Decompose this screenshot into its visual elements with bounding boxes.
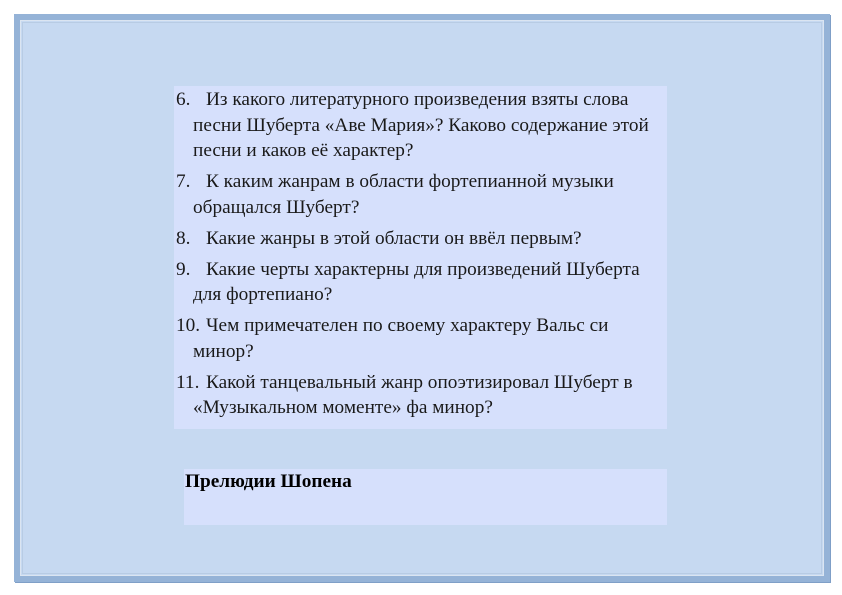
section-title-box (184, 469, 667, 525)
question-text: Какой танцевальный жанр опоэтизировал Шуберт в «Музыкальном моменте» фа минор? (193, 371, 633, 418)
question-item (176, 87, 663, 164)
question-number: 9. (176, 258, 191, 280)
question-item (176, 169, 663, 220)
question-number: 7. (176, 171, 191, 192)
question-item (176, 226, 663, 252)
question-number: 11. (176, 371, 200, 393)
question-text: Какие черты характерны для произведений Шуберта для фортепиано? (193, 258, 640, 305)
question-number: 8. (176, 227, 191, 249)
question-list (174, 86, 667, 429)
question-item (176, 370, 663, 421)
question-text: Из какого литературного произведения взяты слова песни Шуберта «Аве Мария»? Каково содержание этой песни и каков её характер? (193, 89, 649, 161)
question-item (176, 313, 663, 364)
question-text: К каким жанрам в области фортепианной музыки обращался Шуберт? (193, 171, 614, 218)
section-title: Прелюдии Шопена (185, 471, 352, 492)
question-number: 6. (176, 89, 191, 110)
question-text: Чем примечателен по своему характеру Вальс си минор? (193, 315, 609, 362)
question-text: Какие жанры в этой области он ввёл первым? (206, 227, 582, 249)
question-item (176, 257, 663, 308)
question-number: 10. (176, 315, 201, 336)
